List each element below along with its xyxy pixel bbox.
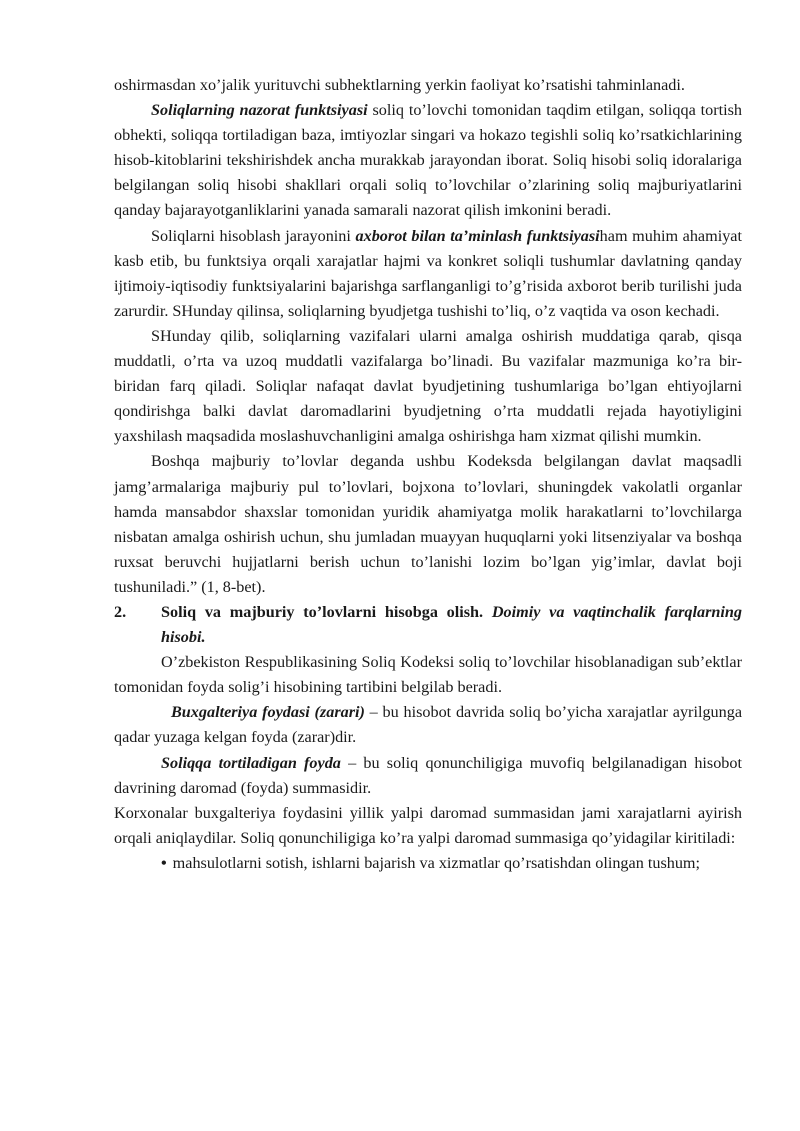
term-taxable-profit: Soliqqa tortiladigan foyda	[161, 753, 341, 772]
paragraph-text: – bu hisobot davrida soliq bo’yicha xarajatlar ayrilgunga qadar yuzaga kelgan foyda (zarar)dir.	[114, 703, 743, 747]
section-heading	[114, 600, 742, 650]
paragraph-text: ham muhim ahamiyat kasb etib, bu funktsiya orqali xarajatlar hajmi va konkret soliqli tushumlar davlatning qanday ijtimoiy-iqtisodiy funktsiyalarini bajarishga sarflanganligi to’g’risida axborot berib turilishi juda zarurdir. SHunday qilinsa, soliqlarning byudjetga tushishi to’liq, o’z vaqtida va oson kechadi.	[114, 226, 742, 320]
paragraph-control-function	[114, 98, 742, 223]
term-accounting-profit: Buxgalteriya foydasi (zarari)	[171, 703, 365, 722]
section-number: 2.	[114, 602, 127, 621]
paragraph-gross-income: Korxonalar buxgalteriya foydasini yillik yalpi daromad summasidan jami xarajatlarni ayirish orqali aniqlaydilar. Soliq qonunchiligiga ko’ra yalpi daromad summasiga qo’yidagilar kiritiladi:	[114, 803, 742, 847]
bullet-icon: •	[161, 853, 167, 872]
document-body	[114, 73, 742, 876]
paragraph-intro-continuation: oshirmasdan xo’jalik yurituvchi subhektlarning yerkin faoliyat ko’rsatishi tahminlanadi.	[114, 76, 685, 94]
paragraph-text: – bu soliq qonunchiligiga muvofiq belgilanadigan hisobot davrining daromad (foyda) summasidir.	[114, 753, 742, 797]
paragraph-tax-code: O’zbekiston Respublikasining Soliq Kodeksi soliq to’lovchilar hisoblanadigan sub’ektlar tomonidan foyda solig’i hisobining tartibini belgilab beradi.	[114, 653, 742, 697]
paragraph-accounting-profit	[114, 700, 742, 750]
paragraph-text: soliq to’lovchi tomonidan taqdim etilgan, soliqqa tortish obhekti, soliqqa tortiladigan baza, imtiyozlar singari va hokazo tegishli soliq ko’rsatkichlarining hisob-kitoblarini tekshirishdek ancha murakkab jarayondan iborat. Soliq hisobi soliq idoralariga belgilangan soliq hisobi shakllari orqali soliq to’lovchilar o’zlarining soliq majburiyatlarini qanday bajarayotganliklarini yanada samarali nazorat qilish imkonini beradi.	[114, 101, 742, 220]
paragraph-other-payments: Boshqa majburiy to’lovlar deganda ushbu Kodeksda belgilangan davlat maqsadli jamg’armalariga majburiy pul to’lovlari, bojxona to’lovlari, shuningdek vakolatli organlar hamda mansabdor shaxslar tomonidan yuridik ahamiyatga molik harakatlarni to’lovchilarga nisbatan amalga oshirish uchun, shu jumladan muayyan huquqlarni yoki litsenziyalar va boshqa ruxsat beruvchi hujjatlarni berish uchun to’lanishi lozim bo’lgan yig’imlar, davlat boji tushuniladi.” (1, 8-bet).	[114, 452, 742, 596]
paragraph-information-function	[114, 224, 742, 324]
section-title: Soliq va majburiy to’lovlarni hisobga olish.	[161, 602, 484, 621]
paragraph-taxable-profit	[114, 751, 742, 801]
paragraph-text: Soliqlarni hisoblash jarayonini	[151, 226, 356, 245]
section-subtitle: Doimiy va vaqtinchalik farqlarning hisobi.	[161, 602, 743, 647]
paragraph-tax-tasks: SHunday qilib, soliqlarning vazifalari ularni amalga oshirish muddatiga qarab, qisqa muddatli, o’rta va uzoq muddatli vazifalarga bo’linadi. Bu vazifalar mazmuniga ko’ra bir-biridan farq qiladi. Soliqlar nafaqat davlat byudjetining tushumlariga bo’lgan ehtiyojlarni qondirishga balki davlat daromadlarini byudjetning o’rta muddatli rejada hayotiyligini yaxshilash maqsadida moslashuvchanligini amalga oshirishga ham xizmat qilishi mumkin.	[114, 326, 742, 446]
term-information-function: axborot bilan ta’minlash funktsiyasi	[355, 226, 600, 245]
list-item	[114, 851, 742, 876]
term-control-function: Soliqlarning nazorat funktsiyasi	[151, 101, 368, 120]
list-item-text: mahsulotlarni sotish, ishlarni bajarish va xizmatlar qo’rsatishdan olingan tushum;	[172, 853, 701, 872]
